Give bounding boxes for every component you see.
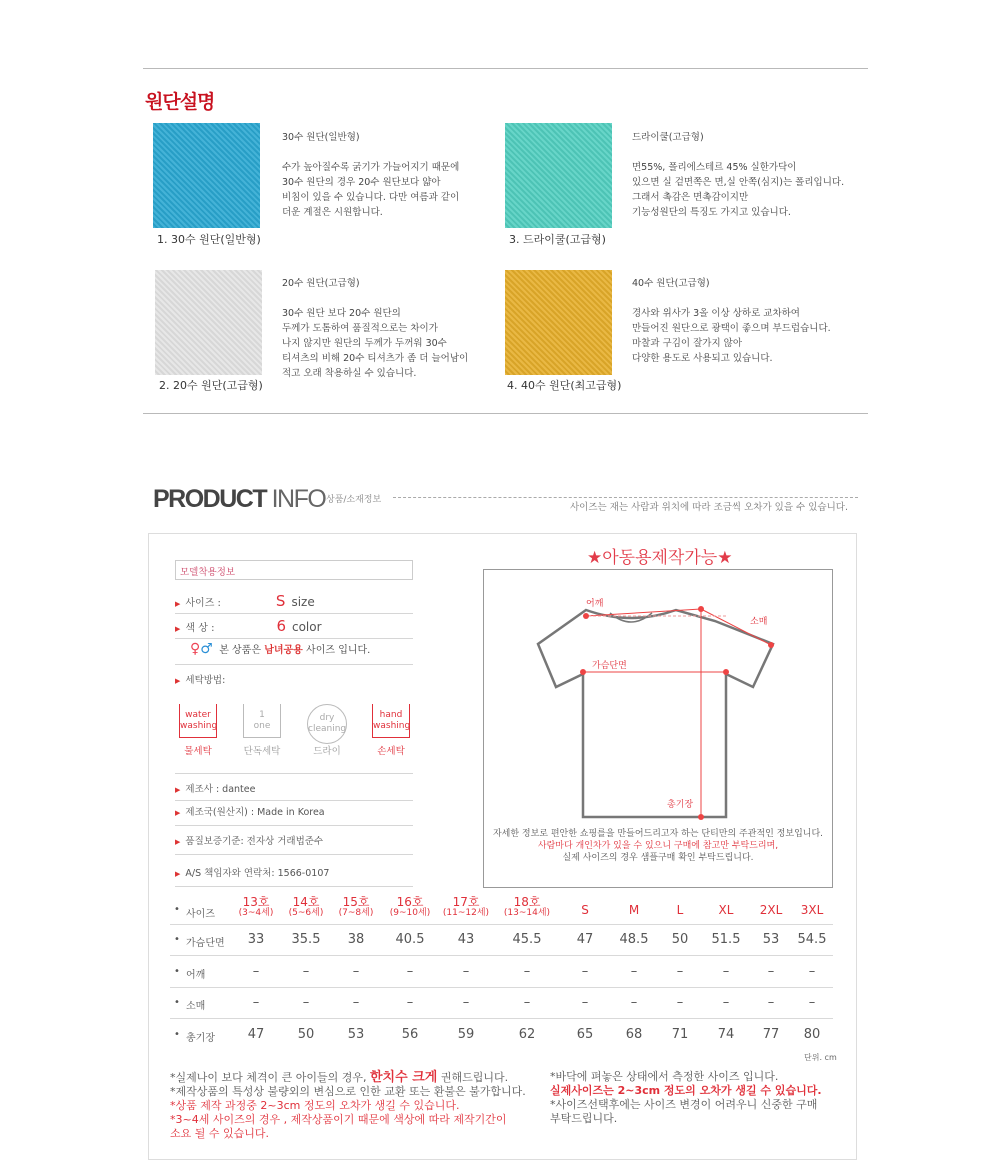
notes-left: *실제나이 보다 체격이 큰 아이들의 경우, 한치수 크게 권해드립니다. *제작상품의 특성상 불량외의 변심으로 인한 교환 또는 환불은 불가합니다. *상품 제작 과정중 2~3cm 정도의 오차가 생길 수 있습니다. *3~4세 사이즈의 경우 , 제작상품이기 때문에 색상에 따라 제작기간이 소요 될 수 있습니다.: [170, 1070, 526, 1140]
fabric-caption: 1. 30수 원단(일반형): [157, 233, 261, 246]
size-column-header: [782, 905, 842, 916]
wash-label: 물세탁: [184, 746, 212, 757]
quality-row: ▶ 품질보증기준: 전자상 거래법준수: [175, 833, 413, 855]
table-cell: 50: [297, 1027, 315, 1042]
table-cell: 53: [762, 932, 780, 947]
fabric-desc-body: 30수 원단 보다 20수 원단의 두께가 도톰하여 품질적으로는 차이가 나지 않지만 원단의 두께가 두꺼워 30수 티셔츠의 비해 20수 티셔츠가 좀 더 늘어남이 적고 오래 착용하실 수 있습니다.: [282, 308, 469, 379]
table-row: [170, 957, 833, 988]
table-cell: –: [676, 995, 684, 1010]
chest-label: 가슴단면: [592, 661, 627, 671]
fabric-desc-body: 경사와 위사가 3올 이상 상하로 교차하여 만들어진 원단으로 광택이 좋으며 부드럽습니다. 마찰과 구김이 잘가지 않아 다양한 용도로 사용되고 있습니다.: [632, 308, 831, 364]
table-cell: 53: [347, 1027, 365, 1042]
fabric-swatch-30: [153, 123, 260, 228]
top-divider: [143, 68, 868, 69]
sleeve-label: 소매: [750, 617, 768, 627]
fabric-caption: 2. 20수 원단(고급형): [159, 379, 263, 392]
table-cell: –: [302, 964, 310, 979]
fabric-caption: 4. 40수 원단(최고급형): [507, 379, 622, 392]
table-cell: 54.5: [797, 932, 827, 947]
shoulder-label: 어깨: [586, 599, 604, 609]
notes-right: *바닥에 펴놓은 상태에서 측정한 사이즈 입니다. 실제사이즈는 2~3cm 정도의 오차가 생길 수 있습니다. *사이즈선택후에는 사이즈 변경이 어려우니 신중한 구매 부탁드립니다.: [550, 1070, 822, 1125]
row-divider: [175, 773, 413, 774]
size-name: 17호: [452, 895, 480, 909]
size-value: S: [275, 592, 286, 610]
table-cell: –: [523, 964, 531, 979]
fabric-desc: [632, 130, 872, 220]
size-name: 2XL: [759, 903, 783, 917]
size-column-header: [436, 897, 496, 919]
size-name: L: [676, 903, 684, 917]
size-name: S: [581, 903, 589, 917]
wash-label: 단독세탁: [243, 746, 281, 757]
table-cell: 40.5: [395, 932, 425, 947]
size-column-header: [497, 897, 557, 919]
as-row: ▶ A/S 책임자와 연락처: 1566-0107: [175, 865, 413, 887]
kids-available-title: ★아동용제작가능★: [587, 548, 733, 568]
model-size-row: [175, 592, 413, 614]
size-name: XL: [718, 903, 734, 917]
table-cell: 43: [457, 932, 475, 947]
size-age: (13~14세): [503, 908, 551, 918]
origin-row: ▶ 제조국(원산지) : Made in Korea: [175, 804, 413, 826]
table-cell: –: [808, 964, 816, 979]
table-cell: –: [252, 995, 260, 1010]
unisex-icon: ♀♂: [190, 641, 213, 657]
table-cell: –: [630, 964, 638, 979]
gender-post: 사이즈 입니다.: [306, 645, 371, 656]
table-cell: 59: [457, 1027, 475, 1042]
size-age: (7~8세): [338, 908, 374, 918]
size-name: 13호: [242, 895, 270, 909]
product-info-note: 사이즈는 재는 사람과 위치에 따라 조금씩 오차가 있을 수 있습니다.: [570, 502, 848, 513]
size-column-header: [326, 897, 386, 919]
gender-pre: 본 상품은: [219, 645, 262, 656]
table-cell: –: [767, 995, 775, 1010]
table-cell: 56: [401, 1027, 419, 1042]
table-cell: 71: [671, 1027, 689, 1042]
length-label: 총기장: [667, 800, 694, 810]
maker-row: ▶ 제조사 : dantee: [175, 781, 413, 801]
table-cell: 65: [576, 1027, 594, 1042]
table-cell: –: [406, 995, 414, 1010]
model-info-box: 모델착용정보: [175, 560, 413, 580]
table-cell: –: [523, 995, 531, 1010]
table-cell: –: [462, 964, 470, 979]
wash-label: 손세탁: [377, 746, 405, 757]
bullet-icon: •: [174, 1029, 180, 1040]
product-info-title-thin: INFO: [271, 485, 326, 513]
size-column-header: [380, 897, 440, 919]
product-info-subtitle: 상품/소재정보: [326, 495, 382, 505]
unit-note: 단위. cm: [804, 1053, 837, 1062]
bullet-icon: •: [174, 904, 180, 915]
bullet-icon: ▶: [175, 625, 181, 633]
row-label: 소매: [186, 1001, 206, 1012]
one-wash-icon: 1 one: [243, 704, 281, 738]
table-cell: –: [406, 964, 414, 979]
fabric-swatch-40: [505, 270, 612, 375]
table-cell: –: [252, 964, 260, 979]
fabric-desc-head: 드라이쿨(고급형): [632, 132, 704, 143]
fabric-title: 원단설명: [145, 91, 215, 113]
wash-label: 드라이: [313, 746, 341, 757]
table-cell: 35.5: [291, 932, 321, 947]
table-cell: 51.5: [711, 932, 741, 947]
table-cell: –: [767, 964, 775, 979]
dry-cleaning-icon: dry cleaning: [307, 704, 347, 744]
fabric-desc: [282, 276, 522, 381]
row-label: 가슴단면: [186, 938, 225, 949]
table-cell: 33: [247, 932, 265, 947]
table-row: [170, 925, 833, 956]
table-cell: –: [722, 964, 730, 979]
table-cell: 50: [671, 932, 689, 947]
table-cell: 47: [576, 932, 594, 947]
table-cell: 38: [347, 932, 365, 947]
table-cell: 77: [762, 1027, 780, 1042]
size-label: 사이즈 :: [185, 598, 221, 609]
gender-notice: [190, 641, 370, 657]
table-row: [170, 988, 833, 1019]
color-unit: color: [291, 620, 322, 634]
table-cell: 45.5: [512, 932, 542, 947]
table-cell: –: [722, 995, 730, 1010]
size-name: M: [628, 903, 640, 917]
table-cell: 80: [803, 1027, 821, 1042]
table-cell: 74: [717, 1027, 735, 1042]
bullet-icon: •: [174, 997, 180, 1008]
fabric-desc-head: 30수 원단(일반형): [282, 132, 360, 143]
product-info-title: [153, 485, 325, 514]
size-unit: size: [291, 595, 315, 609]
fabric-desc: [632, 276, 872, 366]
table-cell: –: [581, 995, 589, 1010]
row-label: 총기장: [186, 1033, 215, 1044]
table-cell: –: [581, 964, 589, 979]
size-name: 15호: [342, 895, 370, 909]
bullet-icon: ▶: [175, 600, 181, 608]
size-name: 16호: [396, 895, 424, 909]
color-label: 색 상 :: [185, 623, 215, 634]
fabric-desc-body: 수가 높아질수록 굵기가 가늘어지기 때문에 30수 원단의 경우 20수 원단보다 얇아 비침이 있을 수 있습니다. 다만 여름과 같이 더운 계절은 시원합니다.: [282, 162, 460, 218]
table-cell: 62: [518, 1027, 536, 1042]
product-info-title-bold: PRODUCT: [153, 485, 267, 513]
tshirt-outline: [538, 610, 773, 817]
row-label: 사이즈: [186, 909, 215, 920]
fabric-caption: 3. 드라이쿨(고급형): [509, 233, 606, 246]
table-cell: 68: [625, 1027, 643, 1042]
row-divider: [175, 664, 413, 665]
color-value: 6: [276, 617, 286, 635]
table-cell: –: [302, 995, 310, 1010]
fabric-desc: [282, 130, 522, 220]
diagram-description: 자세한 정보로 편안한 쇼핑를을 만들어드리고자 하는 단티만의 주관적인 정보입니다. 사람마다 개인차가 있을 수 있으니 구매에 참고만 부탁드리며, 실제 사이즈의 경우 샘플구매 확인 부탁드립니다.: [492, 829, 824, 863]
table-cell: –: [808, 995, 816, 1010]
size-age: (11~12세): [442, 908, 490, 918]
table-cell: –: [352, 995, 360, 1010]
fabric-desc-head: 20수 원단(고급형): [282, 278, 360, 289]
size-age: (3~4세): [238, 908, 274, 918]
table-cell: –: [676, 964, 684, 979]
fabric-swatch-dry: [505, 123, 612, 228]
table-cell: –: [462, 995, 470, 1010]
fabric-desc-head: 40수 원단(고급형): [632, 278, 710, 289]
size-age: (9~10세): [389, 908, 431, 918]
size-age: (5~6세): [288, 908, 324, 918]
size-name: 18호: [513, 895, 541, 909]
size-name: 14호: [292, 895, 320, 909]
table-row: [170, 1020, 833, 1048]
fabric-desc-body: 면55%, 폴리에스테르 45% 실한가닥이 있으면 실 겉면쪽은 면,실 안쪽(심지)는 폴리입니다. 그래서 촉감은 면촉감이지만 기능성원단의 특징도 가지고 있습니다.: [632, 162, 845, 218]
table-cell: –: [630, 995, 638, 1010]
table-cell: –: [352, 964, 360, 979]
fabric-bottom-divider: [143, 413, 868, 414]
fabric-swatch-20: [155, 270, 262, 375]
size-name: 3XL: [800, 903, 824, 917]
bullet-icon: •: [174, 966, 180, 977]
dashed-divider: [393, 497, 858, 498]
model-color-row: [175, 617, 413, 639]
table-cell: 48.5: [619, 932, 649, 947]
gender-highlight: 남녀공용: [264, 645, 303, 656]
wash-method-label: ▶ 세탁방법:: [175, 675, 226, 686]
hand-washing-icon: hand washing: [372, 704, 410, 738]
row-label: 어깨: [186, 970, 206, 981]
table-cell: 47: [247, 1027, 265, 1042]
bullet-icon: •: [174, 934, 180, 945]
size-header-row: [170, 895, 833, 925]
water-washing-icon: water washing: [179, 704, 217, 738]
